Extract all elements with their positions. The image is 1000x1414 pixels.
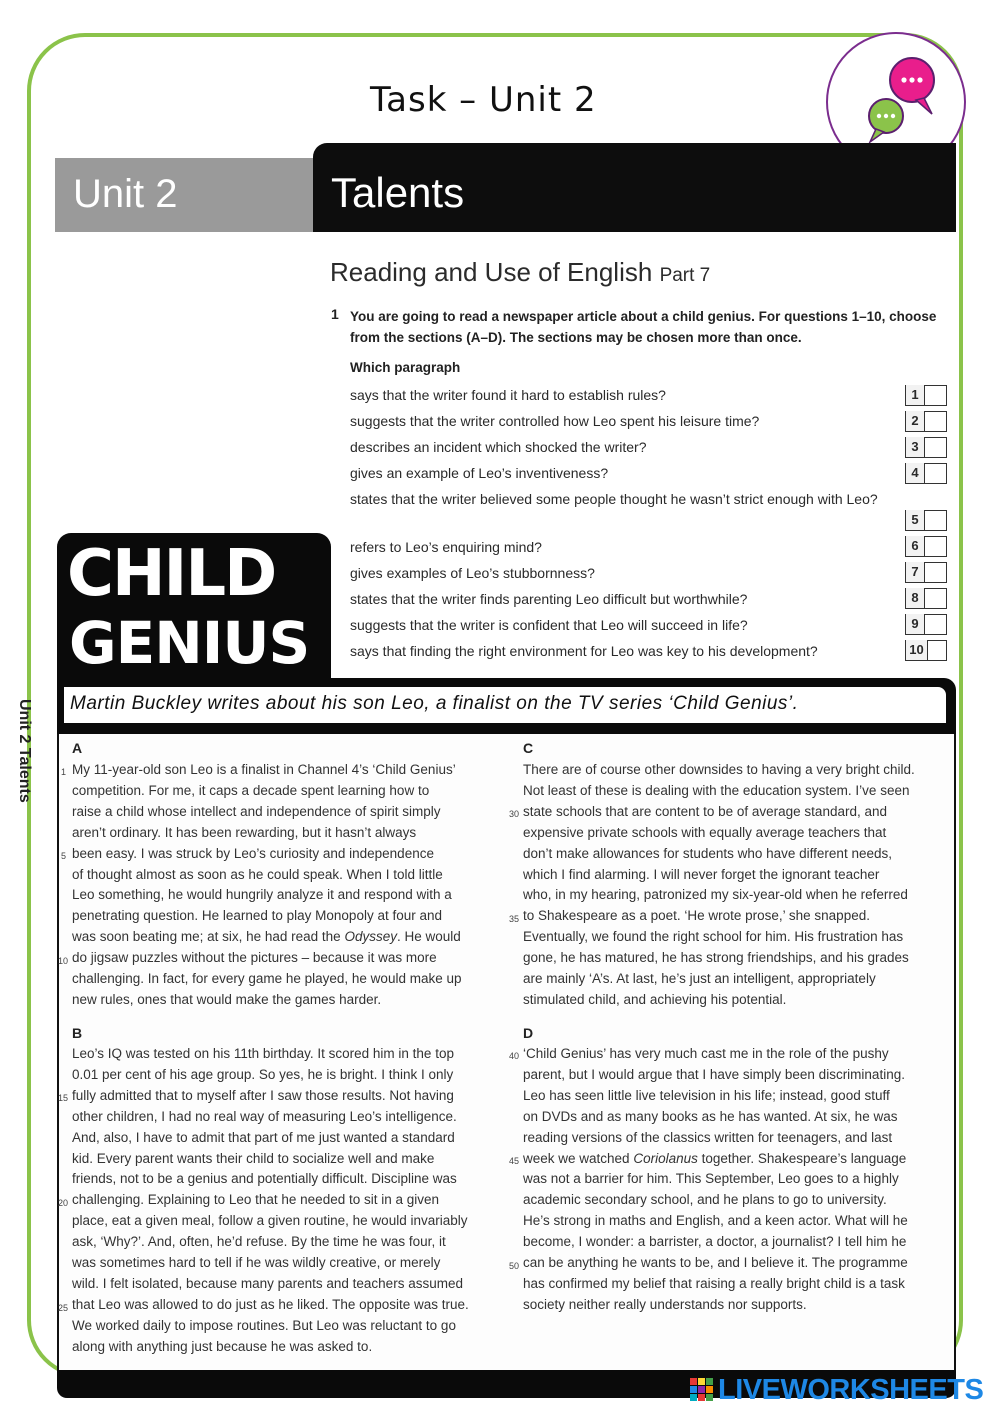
text-line: expensive private schools with equally average teachers that	[523, 824, 887, 840]
text-line: challenging. Explaining to Leo that he needed to sit in a given	[72, 1192, 440, 1208]
text-line: friends, not to be a genius and potentially difficult. Discipline was	[72, 1171, 457, 1187]
text-line: other children, I had no real way of measuring Leo’s intelligence.	[72, 1108, 457, 1124]
text-line: Leo something, he would hungrily analyze it and respond with a	[72, 887, 452, 903]
headline-line-2: GENIUS	[69, 609, 310, 677]
answer-box[interactable]	[905, 614, 947, 635]
question-number: 2	[906, 411, 925, 431]
instruction-number: 1	[331, 306, 339, 322]
text-line: that Leo was allowed to do just as he liked. The opposite was true.	[72, 1296, 469, 1312]
section-a-text	[72, 760, 461, 1011]
task-title: Task – Unit 2	[370, 80, 597, 120]
text-line: Eventually, we found the right school for him. His frustration has	[523, 929, 904, 945]
question-text: says that finding the right environment for Leo was key to his development?	[350, 643, 818, 659]
answer-box[interactable]	[905, 385, 947, 406]
text-line	[72, 927, 461, 948]
question-text: suggests that the writer controlled how Leo spent his leisure time?	[350, 413, 760, 429]
text-line: competition. For me, it caps a decade spent learning how to	[72, 782, 430, 798]
text-line: new rules, ones that would make the games harder.	[72, 991, 382, 1007]
section-title	[330, 257, 710, 288]
text-line: on DVDs and as many books as he has wanted. At six, he was	[523, 1108, 898, 1124]
question-text: gives an example of Leo’s inventiveness?	[350, 465, 609, 481]
question-number: 6	[906, 536, 925, 556]
text-run: . He would	[396, 929, 461, 945]
text-line: Not least of these is dealing with the education system. I’ve seen	[523, 782, 910, 798]
line-number: 1	[61, 767, 67, 777]
text-line: challenging. In fact, for every game he played, he would make up	[72, 971, 462, 987]
text-line: penetrating question. He learned to play Monopoly at four and	[72, 908, 442, 924]
text-line: society neither really understands nor supports.	[523, 1296, 807, 1312]
answer-box[interactable]	[905, 510, 947, 531]
article-subtitle: Martin Buckley writes about his son Leo, a finalist on the TV series ‘Child Genius’.	[64, 687, 946, 723]
italic-title: Odyssey	[344, 929, 397, 945]
text-line: There are of course other downsides to having a very bright child.	[523, 762, 915, 777]
line-number: 30	[509, 809, 520, 819]
text-line: fully admitted that to myself after I saw those results. Not having	[72, 1087, 454, 1103]
line-number: 45	[509, 1156, 520, 1166]
text-line	[523, 1149, 908, 1170]
question-text: refers to Leo’s enquiring mind?	[350, 539, 542, 555]
question-number: 4	[906, 463, 925, 483]
text-line: was not a barrier for him. This September, Leo goes to a highly	[523, 1171, 899, 1187]
question-text: states that the writer finds parenting Leo difficult but worthwhile?	[350, 591, 748, 607]
text-line: raise a child whose intellect and independence of spirit simply	[72, 803, 441, 819]
line-number: 15	[58, 1093, 69, 1103]
text-line: gone, he has matured, he has strong friendships, and his grades	[523, 950, 909, 966]
question-text: states that the writer believed some people thought he wasn’t strict enough with Leo?	[350, 491, 878, 507]
line-number: 25	[58, 1303, 69, 1313]
answer-box[interactable]	[905, 437, 947, 458]
line-number: 40	[509, 1051, 520, 1061]
text-line: Leo has seen little live television in his life; instead, good stuff	[523, 1087, 890, 1103]
text-line: was sometimes hard to tell if he was wildly creative, or merely	[72, 1255, 441, 1271]
text-line: Leo’s IQ was tested on his 11th birthday. It scored him in the top	[72, 1046, 454, 1061]
text-line: place, eat a given meal, follow a given routine, he would invariably	[72, 1213, 468, 1229]
side-label-text: Unit 2 Talents	[16, 699, 33, 803]
question-text: gives examples of Leo’s stubbornness?	[350, 565, 595, 581]
italic-title: Coriolanus	[633, 1150, 698, 1166]
text-line: parent, but I would argue that I have simply been discriminating.	[523, 1066, 905, 1082]
section-letter-d: D	[523, 1025, 534, 1041]
unit-label: Unit 2	[55, 158, 313, 232]
section-title-text: Reading and Use of English	[330, 257, 653, 287]
answer-box[interactable]	[905, 562, 947, 583]
text-line: My 11-year-old son Leo is a finalist in Channel 4’s ‘Child Genius’	[72, 762, 456, 777]
section-d-text	[523, 1044, 908, 1316]
line-number: 20	[58, 1198, 69, 1208]
text-line: And, also, I have to admit that part of me just wanted a standard	[72, 1129, 455, 1145]
text-run: together. Shakespeare’s language	[697, 1150, 907, 1166]
text-line: aren’t ordinary. It has been rewarding, but it hasn’t always	[72, 824, 417, 840]
text-run: was soon beating me; at six, he had read the	[72, 929, 341, 945]
line-number: 35	[509, 914, 520, 924]
text-line: do jigsaw puzzles without the pictures – because it was more	[72, 950, 437, 966]
text-line: has confirmed my belief that raising a really bright child is a task	[523, 1275, 905, 1291]
line-number: 50	[509, 1261, 520, 1271]
answer-box[interactable]	[905, 536, 947, 557]
line-number: 10	[58, 956, 69, 966]
text-line: wild. I felt isolated, because many parents and teachers assumed	[72, 1275, 463, 1291]
question-number: 5	[906, 510, 925, 530]
question-number: 10	[906, 640, 928, 660]
question-text: suggests that the writer is confident that Leo will succeed in life?	[350, 617, 748, 633]
text-line: who, in my hearing, patronized my six-year-old when he referred	[523, 887, 908, 903]
question-number: 9	[906, 614, 925, 634]
section-b-text	[72, 1044, 469, 1358]
headline-line-1: CHILD	[67, 537, 276, 611]
question-text: says that the writer found it hard to establish rules?	[350, 387, 666, 403]
answer-box[interactable]	[905, 640, 947, 661]
question-number: 3	[906, 437, 925, 457]
text-line: of thought almost as soon as he could speak. When I told little	[72, 866, 443, 882]
text-line: don’t make allowances for students who have different needs,	[523, 845, 892, 861]
text-line: been easy. I was struck by Leo’s curiosity and independence	[72, 845, 434, 861]
text-run: week we watched	[523, 1150, 630, 1166]
text-line: We worked daily to impose routines. But Leo was reluctant to go	[72, 1317, 456, 1333]
side-label	[14, 700, 34, 830]
article-headline	[57, 533, 331, 678]
liveworksheets-logo-icon	[690, 1378, 714, 1402]
answer-box[interactable]	[905, 411, 947, 432]
answer-box[interactable]	[905, 463, 947, 484]
question-text: describes an incident which shocked the writer?	[350, 439, 647, 455]
text-line: stimulated child, and achieving his potential.	[523, 991, 787, 1007]
text-line: 0.01 per cent of his age group. So yes, he is bright. I think I only	[72, 1066, 454, 1082]
text-line: ask, ‘Why?’. And, often, he’d refuse. By the time he was four, it	[72, 1234, 446, 1250]
text-line: become, I wonder: a barrister, a doctor, a journalist? I tell him he	[523, 1234, 907, 1250]
text-line: academic secondary school, and he plans to go to university.	[523, 1192, 887, 1208]
section-c-text	[523, 760, 915, 1011]
text-line: state schools that are content to be of average standard, and	[523, 803, 887, 819]
section-part: Part 7	[659, 265, 711, 286]
text-line: reading versions of the classics written for teenagers, and last	[523, 1129, 893, 1145]
text-line: along with anything just because he was asked to.	[72, 1338, 373, 1354]
question-number: 7	[906, 562, 925, 582]
text-line: to Shakespeare as a poet. ‘He wrote prose,’ she snapped.	[523, 908, 870, 924]
text-line: ‘Child Genius’ has very much cast me in the role of the pushy	[523, 1046, 889, 1061]
text-line: He’s strong in maths and English, and a keen actor. What will he	[523, 1213, 908, 1229]
watermark-text: LIVEWORKSHEETS	[718, 1374, 984, 1406]
question-number: 8	[906, 588, 925, 608]
text-line: can be anything he wants to be, and I believe it. The programme	[523, 1255, 908, 1271]
answer-box[interactable]	[905, 588, 947, 609]
unit-title: Talents	[313, 143, 956, 232]
which-paragraph-label: Which paragraph	[350, 360, 461, 375]
instruction-text: You are going to read a newspaper article about a child genius. For questions 1–10, choose from the sections (A–D). The sections may be chosen more than once.	[350, 309, 937, 345]
question-number: 1	[906, 385, 925, 405]
text-line: are mainly ‘A’s. At last, he’s just an intelligent, appropriately	[523, 971, 876, 987]
text-line: which I find alarming. I will never forget the ignorant teacher	[523, 866, 880, 882]
line-number: 5	[61, 851, 67, 861]
section-letter-c: C	[523, 740, 534, 756]
section-letter-b: B	[72, 1025, 83, 1041]
section-letter-a: A	[72, 740, 83, 756]
text-line: kid. Every parent wants their child to socialize well and make	[72, 1150, 435, 1166]
